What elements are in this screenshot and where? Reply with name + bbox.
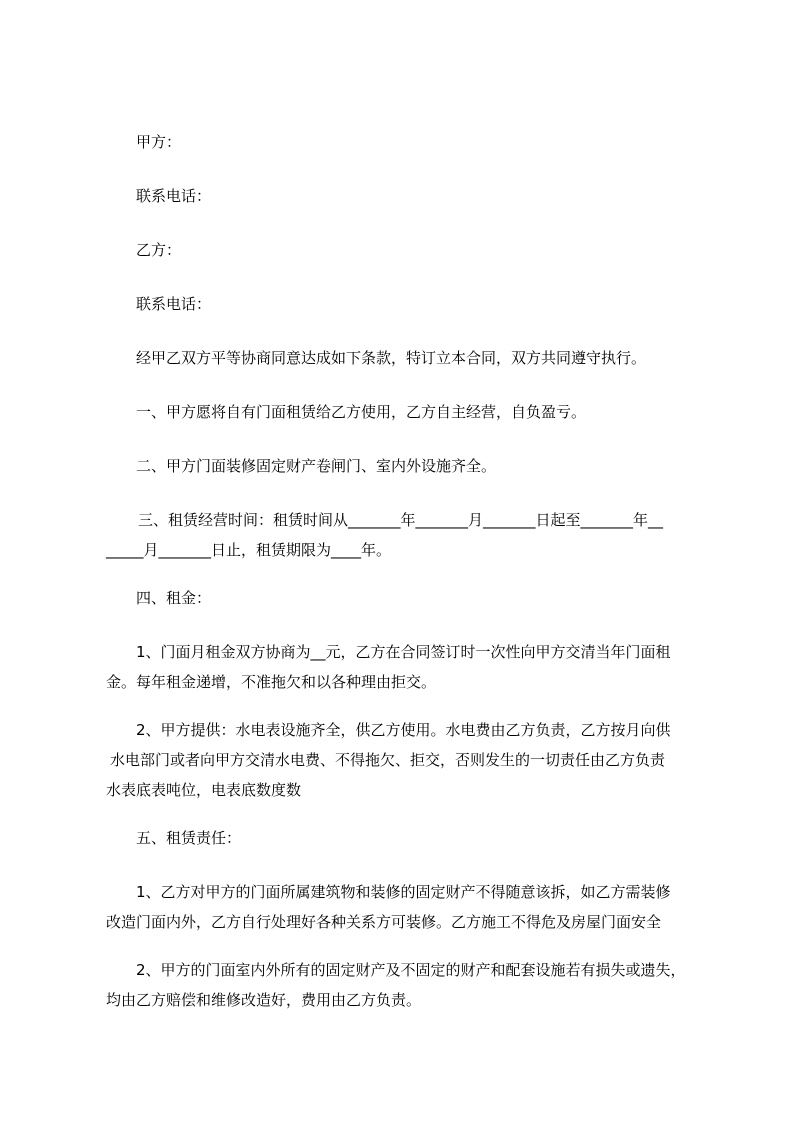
clause-3-line-2: _____月_______日止，租赁期限为____年。 [106, 541, 392, 559]
clause-5-title-text: 五、租赁责任： [136, 829, 242, 847]
party-b-text: 乙方： [136, 241, 182, 259]
party-a-phone-text: 联系电话： [136, 187, 212, 205]
party-b-label [106, 235, 726, 265]
clause-4-title-text: 四、租金： [136, 589, 212, 607]
clause-5-item-1 [106, 877, 726, 937]
party-a-text: 甲方： [136, 133, 182, 151]
preamble-paragraph [106, 343, 726, 373]
clause-4-item-2 [106, 715, 726, 805]
clause-5-item-2-line-2: 均由乙方赔偿和维修改造好，费用由乙方负责。 [106, 991, 422, 1009]
clause-4-title [106, 583, 726, 613]
clause-4-item-1-line-2: 金。每年租金递增，不准拖欠和以各种理由拒交。 [106, 673, 437, 691]
clause-3-line-1: 三、租赁经营时间：租赁时间从_______年_______月_______日起至_______年__ [138, 511, 664, 529]
clause-4-item-1 [106, 637, 726, 697]
clause-5-item-2 [106, 955, 726, 1015]
clause-5-item-1-line-1: 1、乙方对甲方的门面所属建筑物和装修的固定财产不得随意该拆，如乙方需装修 [136, 883, 671, 901]
clause-2 [106, 451, 726, 481]
clause-4-item-2-line-1: 2、甲方提供：水电表设施齐全，供乙方使用。水电费由乙方负责，乙方按月向供 [136, 721, 671, 739]
clause-5-title [106, 823, 726, 853]
clause-5-item-1-line-2: 改造门面内外，乙方自行处理好各种关系方可装修。乙方施工不得危及房屋门面安全 [106, 913, 662, 931]
party-a-label [106, 127, 726, 157]
clause-1-text: 一、甲方愿将自有门面租赁给乙方使用，乙方自主经营，自负盈亏。 [136, 403, 587, 421]
clause-1 [106, 397, 726, 427]
party-b-phone-text: 联系电话： [136, 295, 212, 313]
party-a-phone-label [106, 181, 726, 211]
clause-4-item-1-line-1: 1、门面月租金双方协商为__元，乙方在合同签订时一次性向甲方交清当年门面租 [136, 643, 671, 661]
clause-4-item-2-line-2: 水电部门或者向甲方交清水电费、不得拖欠、拒交，否则发生的一切责任由乙方负责 [110, 751, 666, 769]
clause-4-item-2-line-3: 水表底表吨位，电表底数度数 [106, 781, 302, 799]
clause-5-item-2-line-1: 2、甲方的门面室内外所有的固定财产及不固定的财产和配套设施若有损失或遗失， [136, 961, 686, 979]
party-b-phone-label [106, 289, 726, 319]
clause-2-text: 二、甲方门面装修固定财产卷闸门、室内外设施齐全。 [136, 457, 497, 475]
clause-3 [106, 505, 726, 565]
preamble-text: 经甲乙双方平等协商同意达成如下条款，特订立本合同，双方共同遵守执行。 [136, 349, 647, 367]
